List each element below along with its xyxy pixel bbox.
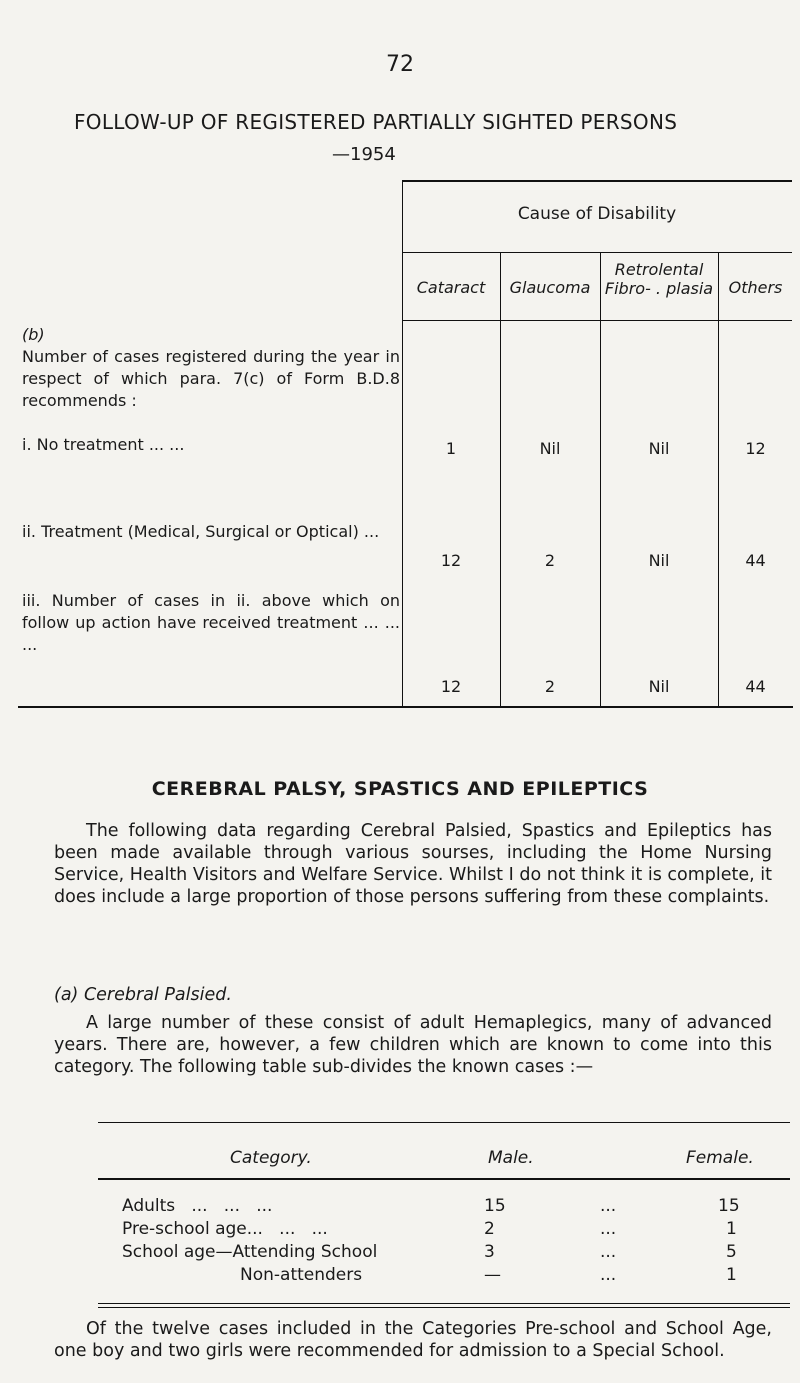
row-follow-up-retrolental: Nil: [648, 677, 670, 696]
row-adults-female: 15: [718, 1196, 740, 1216]
row-no-treatment-cataract: 1: [445, 439, 457, 458]
paragraph-intro: [54, 820, 772, 908]
row-school-attending-female: 5: [726, 1242, 737, 1262]
row-treatment-retrolental: Nil: [648, 551, 670, 570]
row-non-attenders-male: —: [484, 1265, 501, 1285]
cause-of-disability-header: Cause of Disability: [517, 204, 677, 224]
row-no-treatment-retrolental: Nil: [648, 439, 670, 458]
table-intro: Number of cases registered during the year in respect of which para. 7(c) of Form B.D.8 recommends :: [22, 347, 400, 410]
row-follow-up-cataract: 12: [440, 677, 462, 696]
row-no-treatment-others: 12: [745, 439, 766, 458]
section-heading: CEREBRAL PALSY, SPASTICS AND EPILEPTICS: [151, 778, 649, 800]
section-label-b: (b): [22, 325, 45, 344]
row-preschool-sep: ...: [600, 1219, 617, 1239]
row-non-attenders-female: 1: [726, 1265, 737, 1285]
document-year: —1954: [332, 144, 396, 165]
row-category-adults: Adults ... ... ...: [122, 1196, 273, 1216]
row-follow-up-others: 44: [745, 677, 766, 696]
row-treatment-cataract: 12: [440, 551, 462, 570]
col-header-category: Category.: [230, 1148, 312, 1168]
paragraph-recommendation: [54, 1318, 772, 1362]
row-treatment-others: 44: [745, 551, 766, 570]
page-number: 72: [386, 52, 414, 77]
row-label-no-treatment: i. No treatment ... ...: [22, 435, 185, 454]
row-school-attending-male: 3: [484, 1242, 495, 1262]
row-category-non-attenders: Non-attenders: [240, 1265, 363, 1285]
paragraph-cerebral: [54, 1012, 772, 1078]
col-header-others: Others: [728, 278, 783, 297]
col-header-cataract: Cataract: [416, 278, 486, 297]
row-preschool-male: 2: [484, 1219, 495, 1239]
row-treatment-glaucoma: 2: [544, 551, 556, 570]
col-header-retrolental: Retrolental Fibro- . plasia: [604, 260, 714, 298]
disability-table: [18, 180, 793, 708]
col-header-male: Male.: [488, 1148, 534, 1168]
row-no-treatment-glaucoma: Nil: [539, 439, 561, 458]
row-school-attending-sep: ...: [600, 1242, 617, 1262]
row-adults-sep: ...: [600, 1196, 617, 1216]
row-category-preschool: Pre-school age... ... ...: [122, 1219, 328, 1239]
row-preschool-female: 1: [726, 1219, 737, 1239]
paragraph-cerebral-text: A large number of these consist of adult Hemaplegics, many of advanced years. There are, however, a few children which are known to come into this category. The following table sub-divides the known cases :—: [54, 1013, 772, 1077]
row-adults-male: 15: [484, 1196, 506, 1216]
row-follow-up-glaucoma: 2: [544, 677, 556, 696]
paragraph-recommendation-text: Of the twelve cases included in the Categories Pre-school and School Age, one boy and two girls were recommended for admission to a Special School.: [54, 1319, 772, 1361]
row-label-treatment: ii. Treatment (Medical, Surgical or Optical) ...: [22, 522, 380, 541]
row-non-attenders-sep: ...: [600, 1265, 617, 1285]
row-label-follow-up: iii. Number of cases in ii. above which on follow up action have received treatment ... ... ...: [22, 591, 400, 654]
document-title: FOLLOW-UP OF REGISTERED PARTIALLY SIGHTED PERSONS: [74, 110, 678, 134]
col-header-female: Female.: [686, 1148, 754, 1168]
row-category-school-attending: School age—Attending School: [122, 1242, 378, 1262]
paragraph-intro-text: The following data regarding Cerebral Palsied, Spastics and Epileptics has been made available through various sourses, including the Home Nursing Service, Health Visitors and Welfare Service. Whilst I do not think it is complete, it does include a large proportion of those persons suffering from these complaints.: [54, 821, 772, 907]
subheading-cerebral-palsied: (a) Cerebral Palsied.: [54, 985, 232, 1005]
col-header-glaucoma: Glaucoma: [509, 278, 591, 297]
